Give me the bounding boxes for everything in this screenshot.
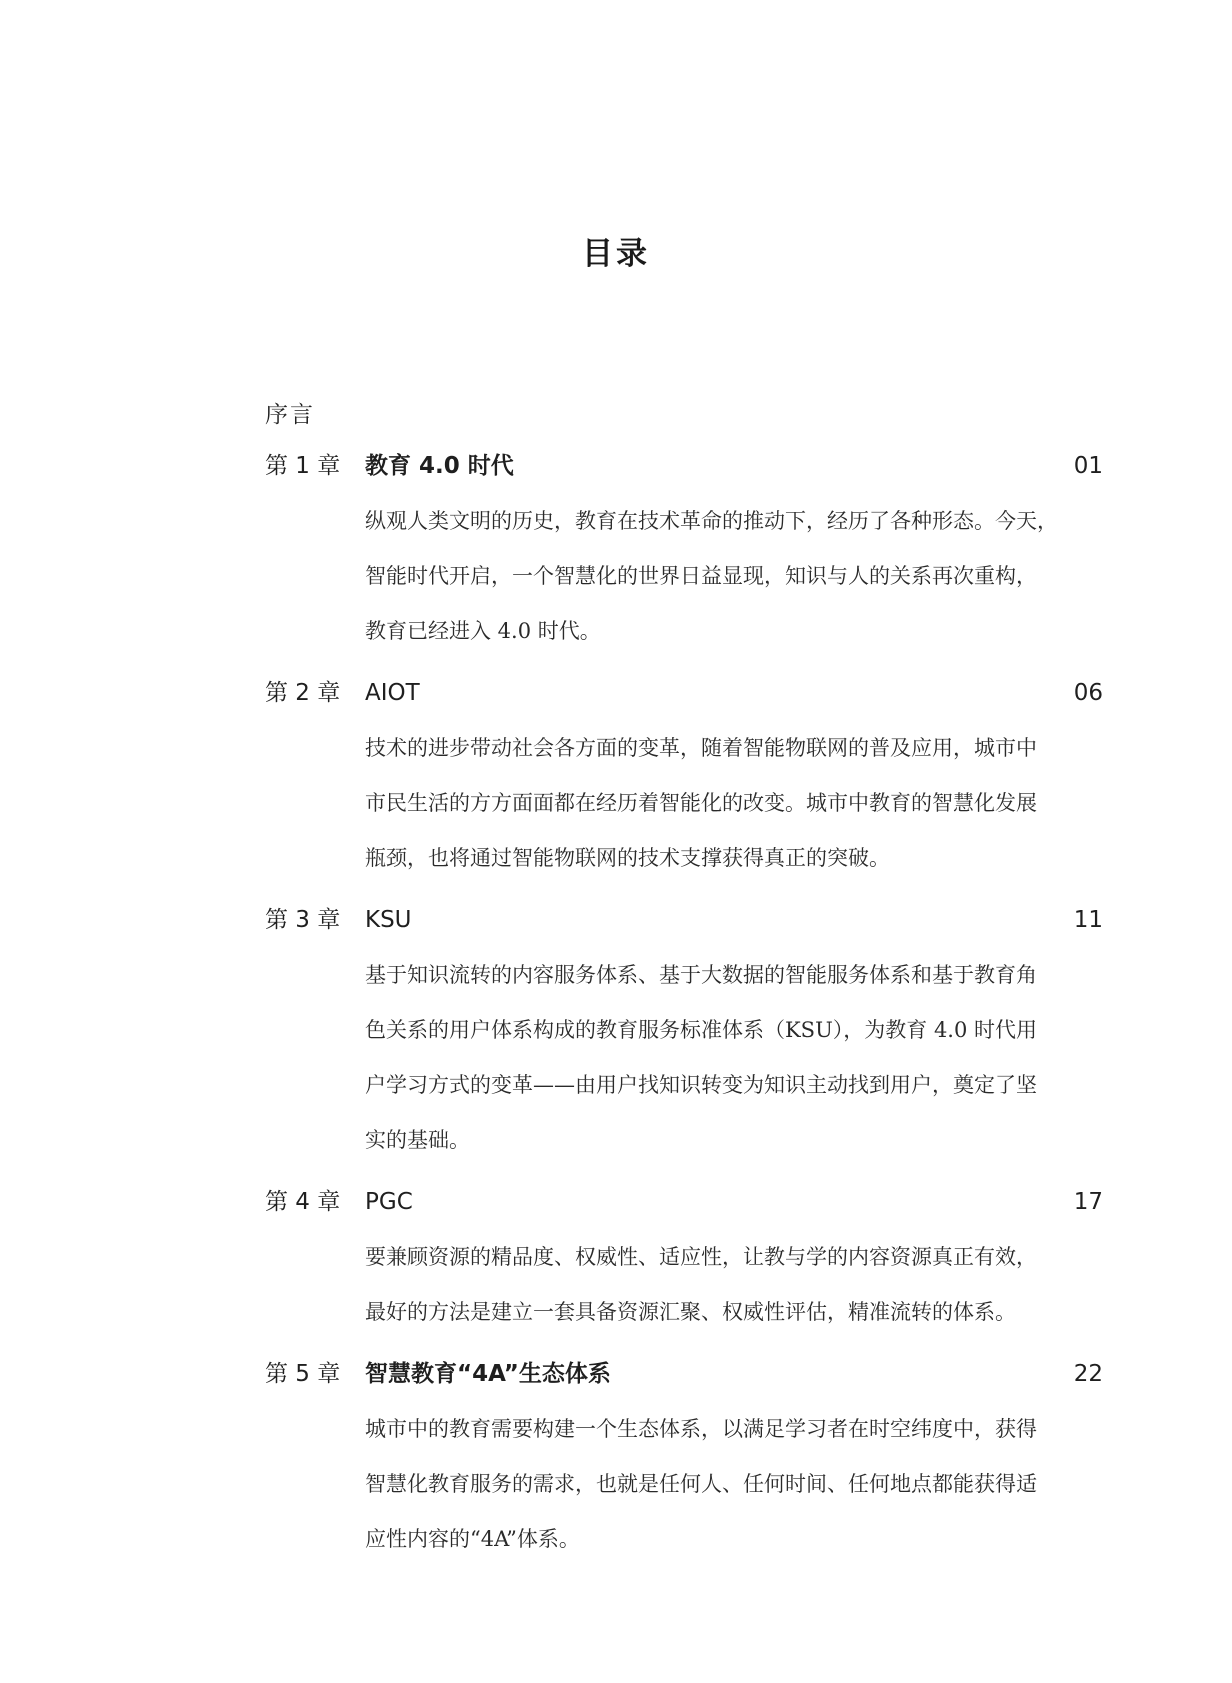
description-line: 城市中的教育需要构建一个生态体系，以满足学习者在时空纬度中，获得 — [365, 1417, 1037, 1441]
description-line: 智能时代开启，一个智慧化的世界日益显现，知识与人的关系再次重构， — [365, 564, 1037, 588]
description-line: 技术的进步带动社会各方面的变革，随着智能物联网的普及应用，城市中 — [365, 736, 1037, 760]
chapter-page-number: 01 — [1073, 453, 1103, 479]
page-title: 目录 — [582, 236, 650, 272]
description-line: 纵观人类文明的历史，教育在技术革命的推动下，经历了各种形态。今天， — [365, 509, 1058, 533]
chapter-page-number: 22 — [1073, 1361, 1103, 1387]
chapter-number: 第 1 章 — [265, 453, 341, 479]
chapter-title: KSU — [365, 907, 412, 933]
chapter-entry-5 — [265, 1354, 1103, 1567]
description-line: 色关系的用户体系构成的教育服务标准体系（KSU），为教育 4.0 时代用 — [365, 1018, 1038, 1042]
description-line: 应性内容的“4A”体系。 — [365, 1527, 580, 1551]
chapter-heading — [265, 673, 1103, 713]
chapter-description — [365, 1402, 1103, 1567]
chapter-heading — [265, 1354, 1103, 1394]
chapter-description — [365, 948, 1103, 1168]
description-line: 教育已经进入 4.0 时代。 — [365, 619, 601, 643]
chapter-entry-3 — [265, 900, 1103, 1168]
chapter-title: AIOT — [365, 680, 420, 706]
description-line: 最好的方法是建立一套具备资源汇聚、权威性评估，精准流转的体系。 — [365, 1300, 1016, 1324]
chapter-title: 智慧教育“4A”生态体系 — [365, 1361, 611, 1387]
chapter-title: 教育 4.0 时代 — [365, 453, 514, 479]
chapter-description — [365, 721, 1103, 886]
chapter-page-number: 06 — [1073, 680, 1103, 706]
chapter-page-number: 11 — [1073, 907, 1103, 933]
chapter-number: 第 2 章 — [265, 680, 341, 706]
chapter-list — [265, 446, 1103, 1581]
description-line: 市民生活的方方面面都在经历着智能化的改变。城市中教育的智慧化发展 — [365, 791, 1037, 815]
chapter-heading — [265, 446, 1103, 486]
chapter-entry-1 — [265, 446, 1103, 659]
description-line: 智慧化教育服务的需求，也就是任何人、任何时间、任何地点都能获得适 — [365, 1472, 1037, 1496]
description-line: 户学习方式的变革——由用户找知识转变为知识主动找到用户，奠定了坚 — [365, 1073, 1037, 1097]
description-line: 瓶颈，也将通过智能物联网的技术支撑获得真正的突破。 — [365, 846, 890, 870]
preface-entry: 序言 — [265, 402, 315, 428]
chapter-entry-2 — [265, 673, 1103, 886]
description-line: 实的基础。 — [365, 1128, 470, 1152]
chapter-number: 第 5 章 — [265, 1361, 341, 1387]
chapter-title: PGC — [365, 1189, 413, 1215]
chapter-number: 第 3 章 — [265, 907, 341, 933]
chapter-number: 第 4 章 — [265, 1189, 341, 1215]
chapter-description — [365, 1230, 1103, 1340]
chapter-heading — [265, 900, 1103, 940]
description-line: 基于知识流转的内容服务体系、基于大数据的智能服务体系和基于教育角 — [365, 963, 1037, 987]
chapter-page-number: 17 — [1073, 1189, 1103, 1215]
chapter-heading — [265, 1182, 1103, 1222]
chapter-description — [365, 494, 1103, 659]
chapter-entry-4 — [265, 1182, 1103, 1340]
description-line: 要兼顾资源的精品度、权威性、适应性，让教与学的内容资源真正有效， — [365, 1245, 1037, 1269]
